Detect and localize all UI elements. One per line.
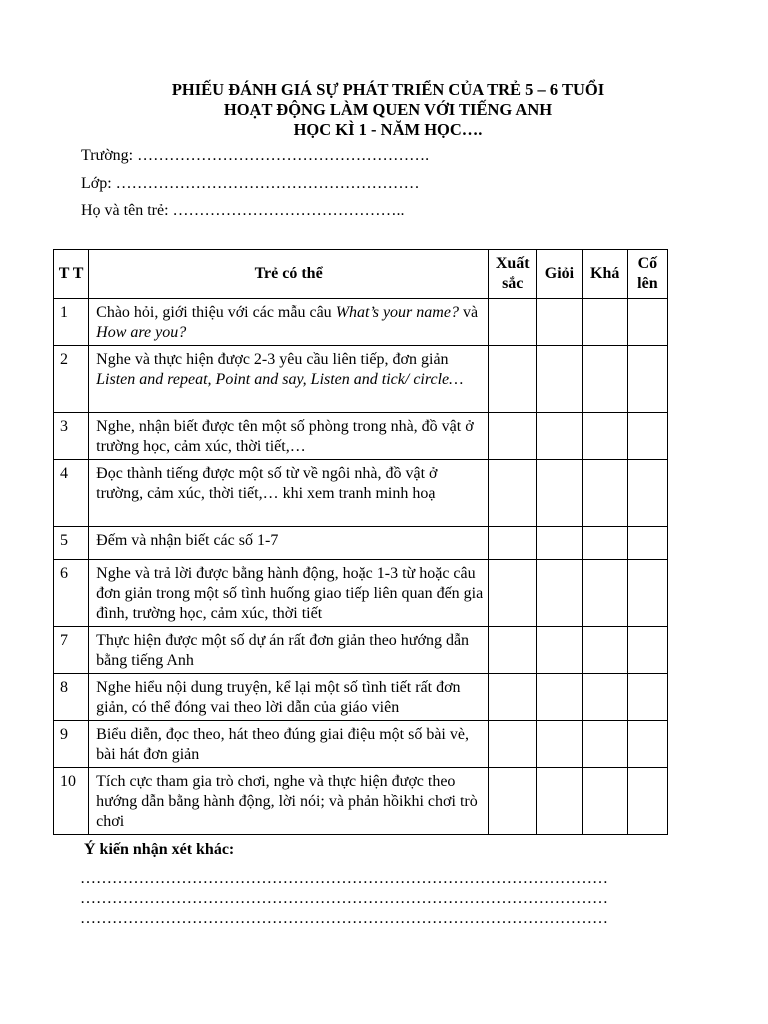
row-text: Nghe hiểu nội dung truyện, kể lại một số tình tiết rất đơn giản, có thể đóng vai theo lời dẫn của giáo viên [96,679,461,716]
header-fair: Khá [582,250,627,299]
table-row [54,560,668,627]
table-row [54,527,668,560]
form-subtitle-activity: HOẠT ĐỘNG LÀM QUEN VỚI TIẾNG ANH [223,100,553,119]
header-can-do: Trẻ có thể [89,250,489,299]
row-number: 7 [54,627,89,674]
row-number: 5 [54,527,89,560]
row-number: 9 [54,721,89,768]
rating-cell-excellent[interactable] [489,346,537,413]
row-text: Nghe và trả lời được bằng hành động, hoặc 1-3 từ hoặc câu đơn giản trong một số tình huống giao tiếp liên quan đến gia đình, trường học, cảm xúc, thời tiết [96,565,484,622]
row-description [89,346,489,413]
class-field: Lớp: ………………………………………………… [81,175,420,192]
row-description [89,768,489,835]
rating-cell-try-harder[interactable] [627,413,667,460]
evaluation-table [53,249,668,835]
row-description [89,527,489,560]
row-text: Nghe, nhận biết được tên một số phòng trong nhà, đồ vật ở trường học, cảm xúc, thời tiết,… [96,418,474,455]
other-comments-label: Ý kiến nhận xét khác: [84,841,235,858]
rating-cell-good[interactable] [537,627,582,674]
rating-cell-try-harder[interactable] [627,460,667,527]
rating-cell-fair[interactable] [582,721,627,768]
rating-cell-good[interactable] [537,413,582,460]
rating-cell-fair[interactable] [582,299,627,346]
row-description [89,460,489,527]
rating-cell-try-harder[interactable] [627,721,667,768]
rating-cell-try-harder[interactable] [627,674,667,721]
rating-cell-excellent[interactable] [489,460,537,527]
rating-cell-try-harder[interactable] [627,527,667,560]
row-text: và [458,304,479,321]
row-example-phrase: What’s your name? [335,304,459,321]
row-number: 1 [54,299,89,346]
row-description [89,413,489,460]
rating-cell-excellent[interactable] [489,721,537,768]
rating-cell-good[interactable] [537,460,582,527]
header-good: Giỏi [537,250,582,299]
rating-cell-fair[interactable] [582,460,627,527]
rating-cell-fair[interactable] [582,527,627,560]
rating-cell-excellent[interactable] [489,674,537,721]
rating-cell-good[interactable] [537,527,582,560]
row-description [89,299,489,346]
table-row [54,299,668,346]
rating-cell-excellent[interactable] [489,299,537,346]
row-number: 3 [54,413,89,460]
rating-cell-fair[interactable] [582,413,627,460]
form-subtitle-term: HỌC KÌ 1 - NĂM HỌC…. [293,120,483,139]
row-text: Chào hỏi, giới thiệu với các mẫu câu [96,304,336,321]
row-number: 8 [54,674,89,721]
rating-cell-good[interactable] [537,674,582,721]
rating-cell-good[interactable] [537,560,582,627]
row-text: Thực hiện được một số dự án rất đơn giản theo hướng dẫn bằng tiếng Anh [96,632,470,669]
row-number: 2 [54,346,89,413]
row-text: Nghe và thực hiện được 2-3 yêu cầu liên tiếp, đơn giản [96,351,449,368]
table-row [54,460,668,527]
rating-cell-try-harder[interactable] [627,627,667,674]
rating-cell-fair[interactable] [582,674,627,721]
comment-line: ……………………………………………………………………………………… [80,910,608,927]
rating-cell-fair[interactable] [582,560,627,627]
row-description [89,674,489,721]
row-description [89,721,489,768]
row-text: Biểu diễn, đọc theo, hát theo đúng giai điệu một số bài vè, bài hát đơn giản [96,726,469,763]
rating-cell-try-harder[interactable] [627,768,667,835]
row-number: 4 [54,460,89,527]
row-number: 6 [54,560,89,627]
header-try-harder: Cố lên [627,250,667,299]
header-excellent: Xuất sắc [489,250,537,299]
row-description [89,627,489,674]
rating-cell-good[interactable] [537,299,582,346]
rating-cell-good[interactable] [537,768,582,835]
rating-cell-excellent[interactable] [489,413,537,460]
rating-cell-try-harder[interactable] [627,560,667,627]
rating-cell-excellent[interactable] [489,768,537,835]
rating-cell-excellent[interactable] [489,560,537,627]
row-example-phrase: Listen and repeat, Point and say, Listen and tick/ circle… [96,371,464,388]
rating-cell-good[interactable] [537,721,582,768]
rating-cell-fair[interactable] [582,768,627,835]
row-text: Đếm và nhận biết các số 1-7 [96,532,279,549]
rating-cell-fair[interactable] [582,346,627,413]
table-row [54,674,668,721]
row-example-phrase: How are you? [96,324,187,341]
table-row [54,346,668,413]
header-tt: T T [54,250,89,299]
rating-cell-fair[interactable] [582,627,627,674]
comment-line: ……………………………………………………………………………………… [80,870,608,887]
rating-cell-excellent[interactable] [489,527,537,560]
table-header-row [54,250,668,299]
rating-cell-good[interactable] [537,346,582,413]
rating-cell-try-harder[interactable] [627,346,667,413]
row-description [89,560,489,627]
table-row [54,768,668,835]
child-name-field: Họ và tên trẻ: …………………………………….. [81,202,405,219]
row-number: 10 [54,768,89,835]
row-text: Đọc thành tiếng được một số từ về ngôi nhà, đồ vật ở trường, cảm xúc, thời tiết,… khi xem tranh minh hoạ [96,465,438,502]
comment-line: ……………………………………………………………………………………… [80,890,608,907]
school-field: Trường: ………………………………………………. [81,147,430,164]
rating-cell-try-harder[interactable] [627,299,667,346]
form-title: PHIẾU ĐÁNH GIÁ SỰ PHÁT TRIỂN CỦA TRẺ 5 – 6 TUỔI [171,80,605,99]
rating-cell-excellent[interactable] [489,627,537,674]
table-row [54,627,668,674]
table-row [54,721,668,768]
table-row [54,413,668,460]
row-text: Tích cực tham gia trò chơi, nghe và thực hiện được theo hướng dẫn bằng hành động, lời nói; và phản hồikhi chơi trò chơi [96,773,478,830]
